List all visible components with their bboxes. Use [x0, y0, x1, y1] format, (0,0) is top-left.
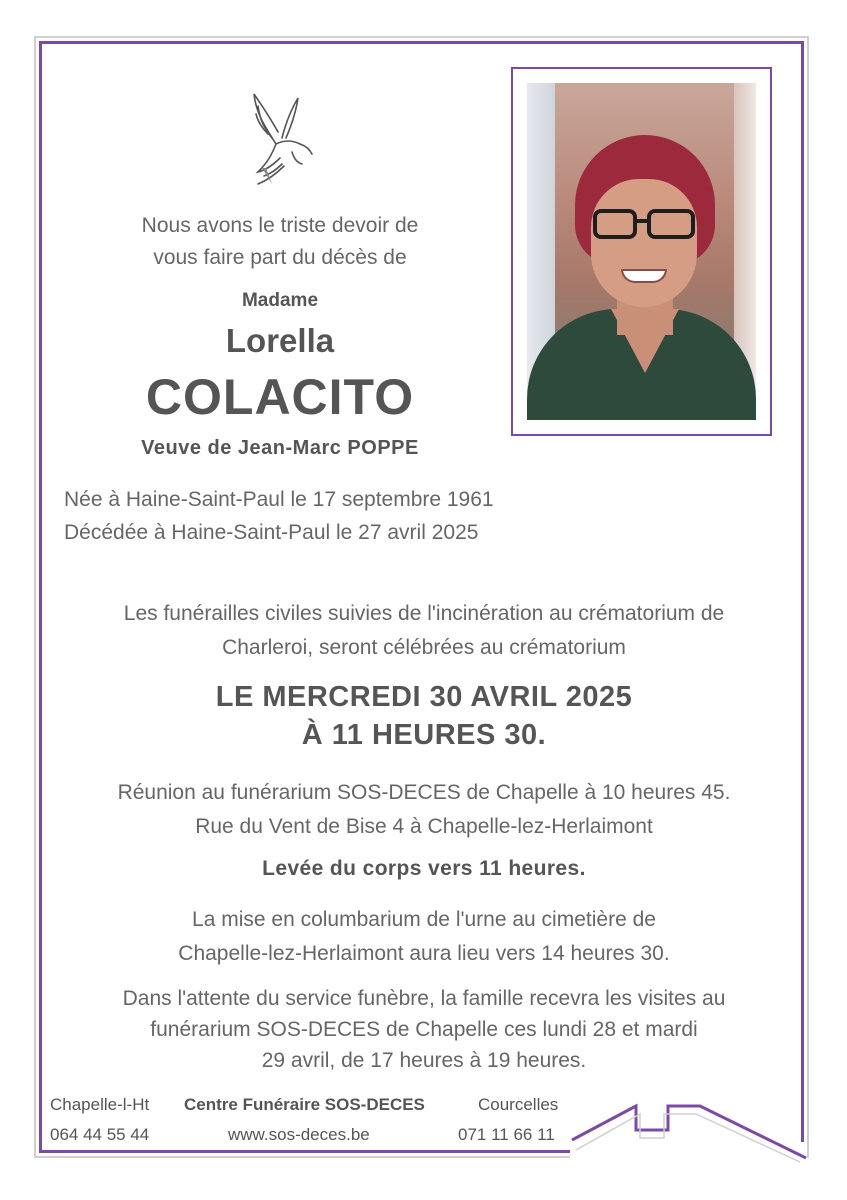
ceremony-line-2: Charleroi, seront célébrées au crématorium	[222, 636, 626, 659]
footer-company-name: Centre Funéraire SOS-DECES	[184, 1095, 425, 1114]
visits-line-2: funérarium SOS-DECES de Chapelle ces lundi 28 et mardi	[150, 1018, 698, 1041]
ceremony-line-1: Les funérailles civiles suivies de l'incinération au crématorium de	[123, 602, 725, 625]
footer-website-link[interactable]: www.sos-deces.be	[228, 1125, 370, 1144]
footer-left-place: Chapelle-l-Ht	[50, 1095, 150, 1114]
portrait-photo	[527, 83, 756, 420]
intro-text	[100, 210, 460, 274]
visits-text	[44, 983, 804, 1076]
levee-line: Levée du corps vers 11 heures.	[262, 857, 586, 880]
intro-line-1: Nous avons le triste devoir de	[141, 214, 419, 237]
columbarium-line-1: La mise en columbarium de l'urne au cimetière de	[192, 908, 656, 931]
first-name: Lorella	[225, 322, 335, 359]
visits-line-1: Dans l'attente du service funèbre, la famille recevra les visites au	[122, 987, 726, 1010]
birth-line: Née à Haine-Saint-Paul le 17 septembre 1961	[64, 488, 494, 511]
honorific: Madame	[241, 290, 319, 311]
footer-right-phone: 071 11 66 11	[458, 1125, 555, 1144]
portrait-frame	[511, 67, 772, 436]
footer-right-place: Courcelles	[478, 1095, 559, 1114]
death-line: Décédée à Haine-Saint-Paul le 27 avril 2025	[64, 521, 479, 544]
meeting-line-2: Rue du Vent de Bise 4 à Chapelle-lez-Herlaimont	[195, 815, 653, 838]
spouse-line: Veuve de Jean-Marc POPPE	[141, 437, 419, 459]
columbarium-line-2: Chapelle-lez-Herlaimont aura lieu vers 14 heures 30.	[178, 942, 670, 965]
intro-line-2: vous faire part du décès de	[153, 246, 407, 269]
ceremony-date	[44, 678, 804, 754]
columbarium-text	[44, 903, 804, 971]
date-line-1: LE MERCREDI 30 AVRIL 2025	[215, 681, 633, 713]
dove-icon	[242, 88, 318, 192]
date-line-2: À 11 HEURES 30.	[301, 719, 547, 751]
footer-left-phone: 064 44 55 44	[50, 1125, 150, 1144]
meeting-line-1: Réunion au funérarium SOS-DECES de Chapelle à 10 heures 45.	[117, 781, 731, 804]
meeting-text	[44, 776, 804, 844]
ceremony-text	[44, 597, 804, 665]
visits-line-3: 29 avril, de 17 heures à 19 heures.	[261, 1049, 587, 1072]
surname: COLACITO	[145, 369, 415, 425]
